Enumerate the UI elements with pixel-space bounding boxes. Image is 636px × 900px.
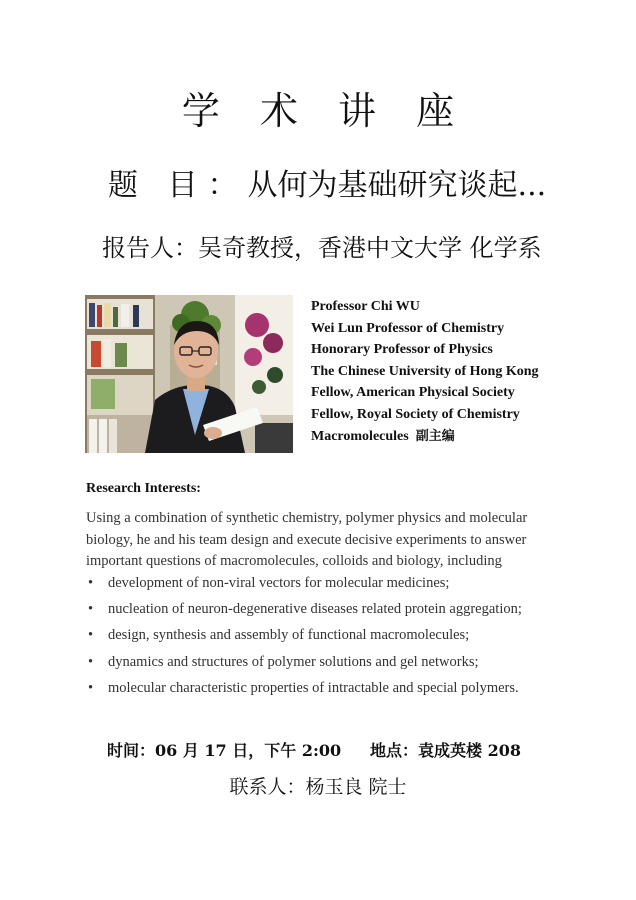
list-item-text: development of non-viral vectors for molecular medicines; — [108, 575, 450, 591]
bio-line: Wei Lun Professor of Chemistry — [311, 320, 505, 336]
bio-line: Fellow, Royal Society of Chemistry — [311, 406, 520, 422]
list-item — [86, 601, 522, 627]
topic-label: 题 目： — [108, 168, 248, 203]
list-item-text: dynamics and structures of polymer solutions and gel networks; — [108, 653, 479, 670]
list-item-text: nucleation of neuron-degenerative diseases related protein aggregation; — [108, 601, 522, 618]
bio-line: Professor Chi WU — [311, 299, 420, 314]
portrait-photo-icon — [85, 295, 293, 453]
bullet-icon: • — [88, 679, 94, 696]
speaker-photo — [85, 295, 293, 453]
page-title: 学 术 讲 座 — [181, 89, 469, 133]
topic-text: 从何为基础研究谈起... — [247, 168, 547, 203]
bullet-icon: • — [88, 653, 94, 670]
lecture-time: 时间：06 月 17 日，下午 2:00 — [107, 741, 342, 760]
list-item — [86, 627, 522, 653]
speaker-line: 报告人：吴奇教授，香港中文大学 化学系 — [102, 234, 542, 262]
list-item-text: molecular characteristic properties of intractable and special polymers. — [108, 679, 519, 696]
list-item-text: design, synthesis and assembly of functional macromolecules; — [108, 627, 470, 644]
list-item — [86, 654, 522, 680]
bullet-icon: • — [88, 575, 94, 591]
bio-line: The Chinese University of Hong Kong — [311, 363, 539, 379]
research-list — [86, 575, 522, 706]
bio-line — [311, 426, 539, 448]
bio-line: Honorary Professor of Physics — [311, 342, 493, 358]
speaker-bio — [311, 296, 539, 447]
bullet-icon: • — [88, 601, 94, 618]
bio-journal-role: 副主编 — [415, 428, 455, 444]
bio-journal: Macromolecules — [311, 428, 409, 444]
list-item — [86, 575, 522, 601]
research-intro: Using a combination of synthetic chemistry, polymer physics and molecular biology, he and his team design and execute decisive experiments to answer important questions of macromolecules, colloids and biology, including — [86, 510, 528, 569]
contact-person: 联系人：杨玉良 院士 — [229, 776, 407, 798]
lecture-place: 地点：袁成英楼 208 — [370, 741, 521, 760]
bio-line: Fellow, American Physical Society — [311, 385, 515, 401]
research-heading: Research Interests: — [86, 481, 201, 496]
lecture-topic — [108, 160, 546, 204]
list-item — [86, 680, 522, 706]
bullet-icon: • — [88, 627, 94, 644]
